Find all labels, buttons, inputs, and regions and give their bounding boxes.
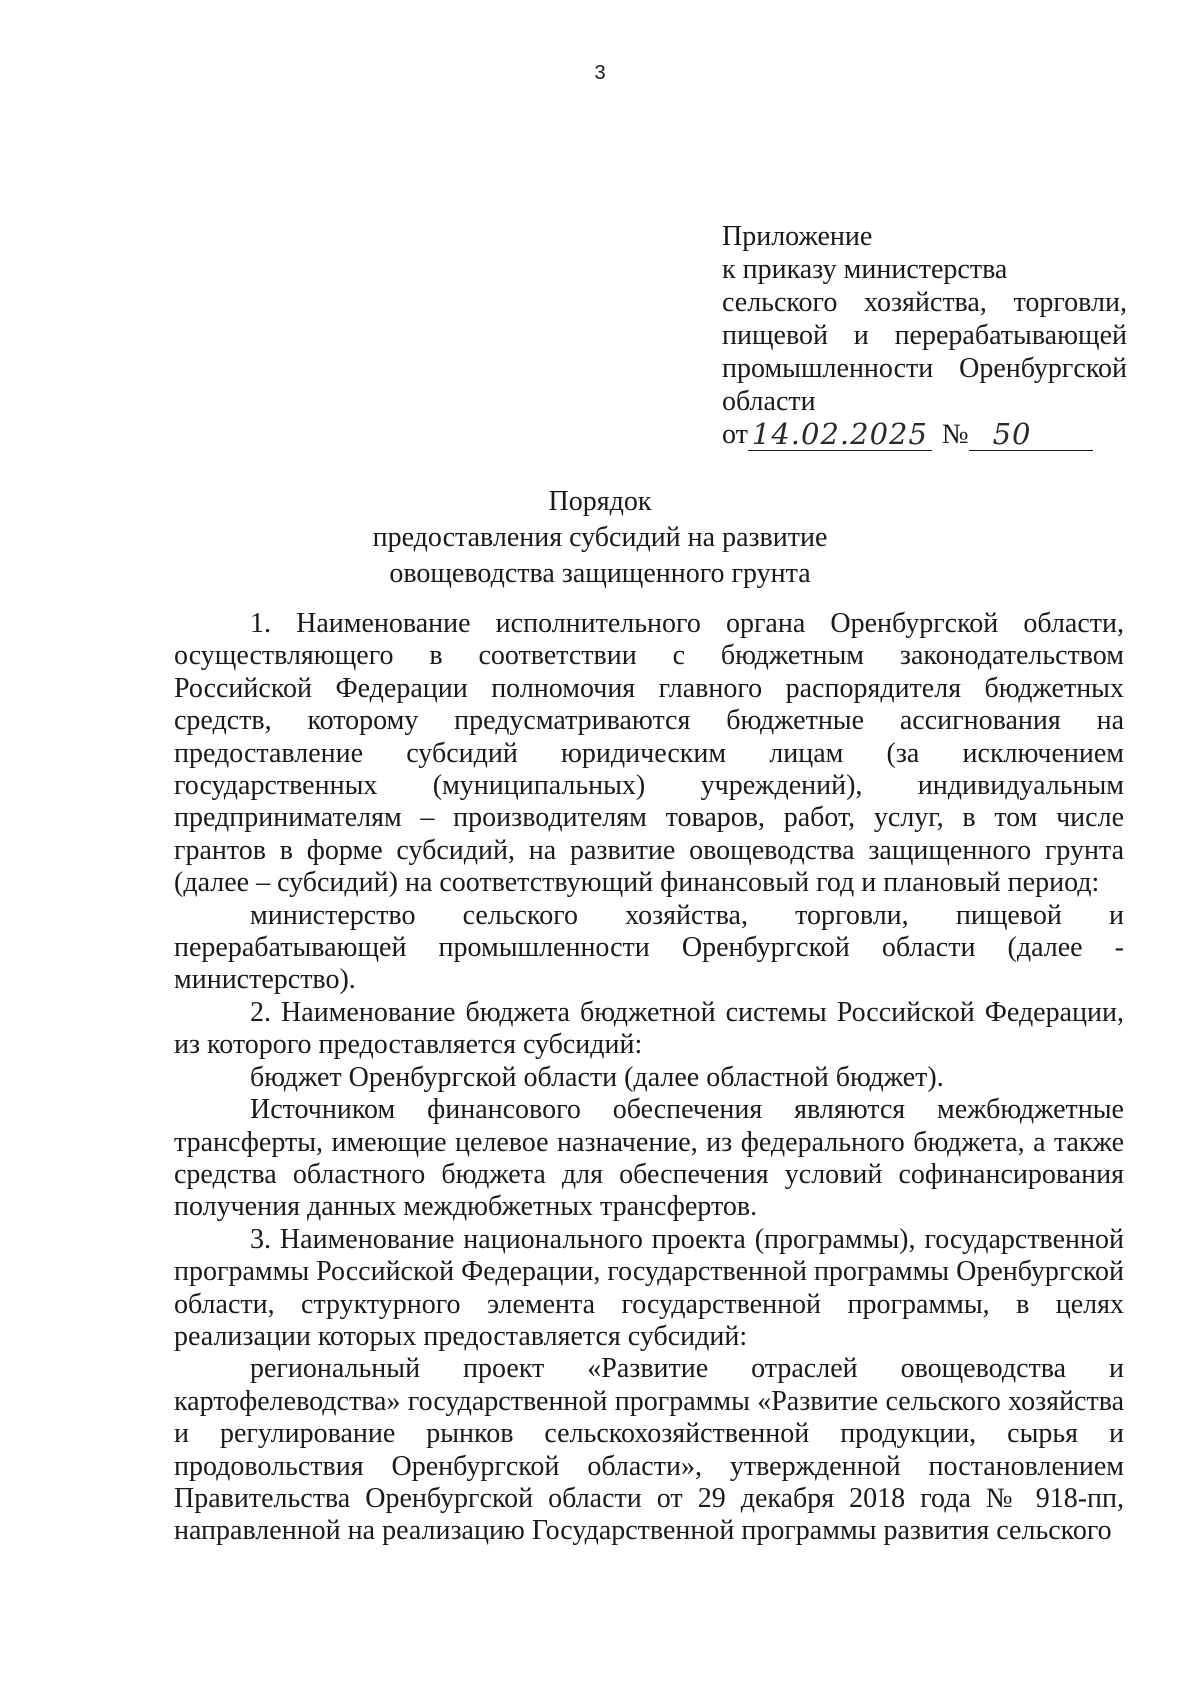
title-line: Порядок bbox=[548, 486, 652, 517]
appendix-line: пищевой и перерабатывающей bbox=[722, 320, 1127, 351]
body-paragraph: 3. Наименование национального проекта (программы), государственной программы Российской Федерации, государственной программы Оренбургской области, структурного элемента государственной программы, в целях реализации которых предоставляется субсидий: bbox=[174, 1223, 1124, 1352]
number-prefix: № bbox=[941, 419, 969, 450]
appendix-line: области bbox=[722, 386, 816, 417]
appendix-block bbox=[722, 220, 1127, 451]
title-line: овощеводства защищенного грунта bbox=[389, 558, 811, 589]
appendix-line: промышленности Оренбургской bbox=[722, 353, 1127, 384]
appendix-line: сельского хозяйства, торговли, bbox=[722, 287, 1127, 318]
body-paragraph: региональный проект «Развитие отраслей овощеводства и картофелеводства» государственной программы «Развитие сельского хозяйства и регулирование рынков сельскохозяйственной продукции, сырья и продовольствия Оренбургской области», утвержденной постановлением Правительства Оренбургской области от 29 декабря 2018 года № 918-пп, направленной на реализацию Государственной программы развития сельского bbox=[174, 1353, 1124, 1547]
appendix-date-line bbox=[722, 418, 1127, 451]
body-paragraph: 1. Наименование исполнительного органа Оренбургской области, осуществляющего в соответствии с бюджетным законодательством Российской Федерации полномочия главного распорядителя бюджетных средств, которому предусматриваются бюджетные ассигнования на предоставление субсидий юридическим лицам (за исключением государственных (муниципальных) учреждений), индивидуальным предпринимателям – производителям товаров, работ, услуг, в том числе грантов в форме субсидий, на развитие овощеводства защищенного грунта (далее – субсидий) на соответствующий финансовый год и плановый период: bbox=[174, 608, 1124, 899]
body-paragraph: Источником финансового обеспечения являются межбюджетные трансферты, имеющие целевое назначение, из федерального бюджета, а также средства областного бюджета для обеспечения условий софинансирования получения данных междюбжетных трансфертов. bbox=[174, 1094, 1124, 1223]
handwritten-date: 14.02.2025 bbox=[748, 418, 932, 451]
date-prefix: от bbox=[722, 419, 748, 450]
body-paragraph: бюджет Оренбургской области (далее областной бюджет). bbox=[250, 1061, 944, 1093]
title-line: предоставления субсидий на развитие bbox=[372, 522, 828, 553]
page-number: 3 bbox=[594, 62, 606, 84]
document-body bbox=[174, 608, 1124, 1548]
appendix-line: Приложение bbox=[722, 221, 873, 252]
handwritten-number: 50 bbox=[969, 418, 1093, 451]
body-paragraph: 2. Наименование бюджета бюджетной системы Российской Федерации, из которого предоставляется субсидий: bbox=[174, 996, 1124, 1061]
appendix-line: к приказу министерства bbox=[722, 254, 1008, 285]
document-title bbox=[0, 484, 1200, 592]
body-paragraph: министерство сельского хозяйства, торговли, пищевой и перерабатывающей промышленности Оренбургской области (далее - министерство). bbox=[174, 899, 1124, 996]
